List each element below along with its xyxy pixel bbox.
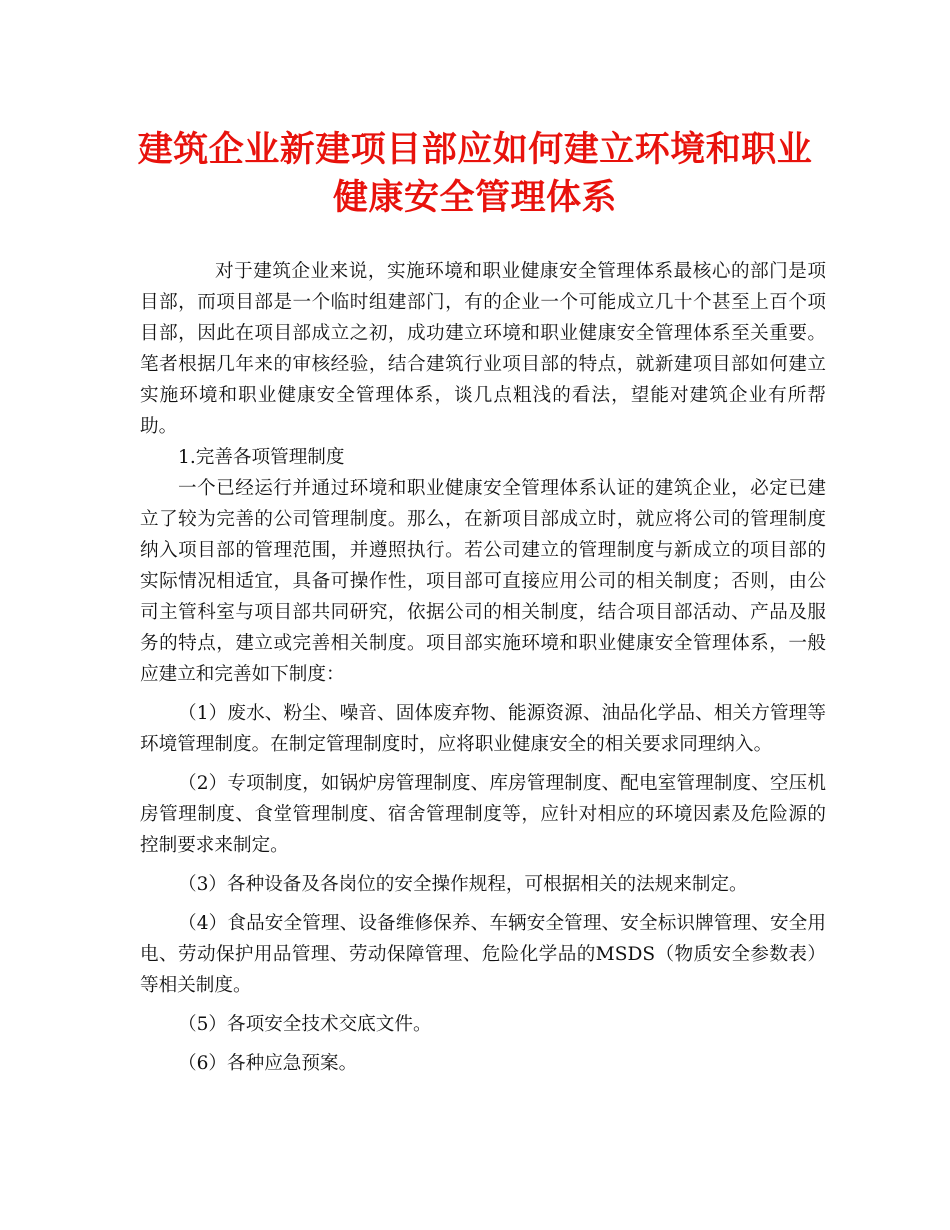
- title-line-2: 健康安全管理体系: [332, 177, 617, 218]
- list-item: （3）各种设备及各岗位的安全操作规程，可根据相关的法规来制定。: [178, 874, 748, 895]
- list-item: （1）废水、粉尘、噪音、固体废弃物、能源资源、油品化学品、相关方管理等环境管理制度。在制定管理制度时，应将职业健康安全的相关要求同理纳入。: [140, 703, 826, 755]
- intro-paragraph: 对于建筑企业来说，实施环境和职业健康安全管理体系最核心的部门是项目部，而项目部是一个临时组建部门，有的企业一个可能成立几十个甚至上百个项目部，因此在项目部成立之初，成功建立环境和职业健康安全管理体系至关重要。笔者根据几年来的审核经验，结合建筑行业项目部的特点，就新建项目部如何建立实施环境和职业健康安全管理体系，谈几点粗浅的看法，望能对建筑企业有所帮助。: [140, 261, 826, 437]
- document-body: [140, 256, 826, 1079]
- list-item: （5）各项安全技术交底文件。: [178, 1014, 432, 1035]
- document-title: [120, 126, 830, 222]
- section-heading-1: 1.完善各项管理制度: [178, 447, 345, 468]
- title-line-1: 建筑企业新建项目部应如何建立环境和职业: [137, 129, 813, 170]
- list-item: （4）食品安全管理、设备维修保养、车辆安全管理、安全标识牌管理、安全用电、劳动保护用品管理、劳动保障管理、危险化学品的MSDS（物质安全参数表）等相关制度。: [140, 913, 826, 996]
- list-item: （6）各种应急预案。: [178, 1053, 358, 1074]
- section-1-paragraph: 一个已经运行并通过环境和职业健康安全管理体系认证的建筑企业，必定已建立了较为完善的公司管理制度。那么，在新项目部成立时，就应将公司的管理制度纳入项目部的管理范围，并遵照执行。若公司建立的管理制度与新成立的项目部的实际情况相适宜，具备可操作性，项目部可直接应用公司的相关制度；否则，由公司主管科室与项目部共同研究，依据公司的相关制度，结合项目部活动、产品及服务的特点，建立或完善相关制度。项目部实施环境和职业健康安全管理体系，一般应建立和完善如下制度：: [140, 478, 826, 685]
- list-item: （2）专项制度，如锅炉房管理制度、库房管理制度、配电室管理制度、空压机房管理制度、食堂管理制度、宿舍管理制度等，应针对相应的环境因素及危险源的控制要求来制定。: [140, 773, 826, 856]
